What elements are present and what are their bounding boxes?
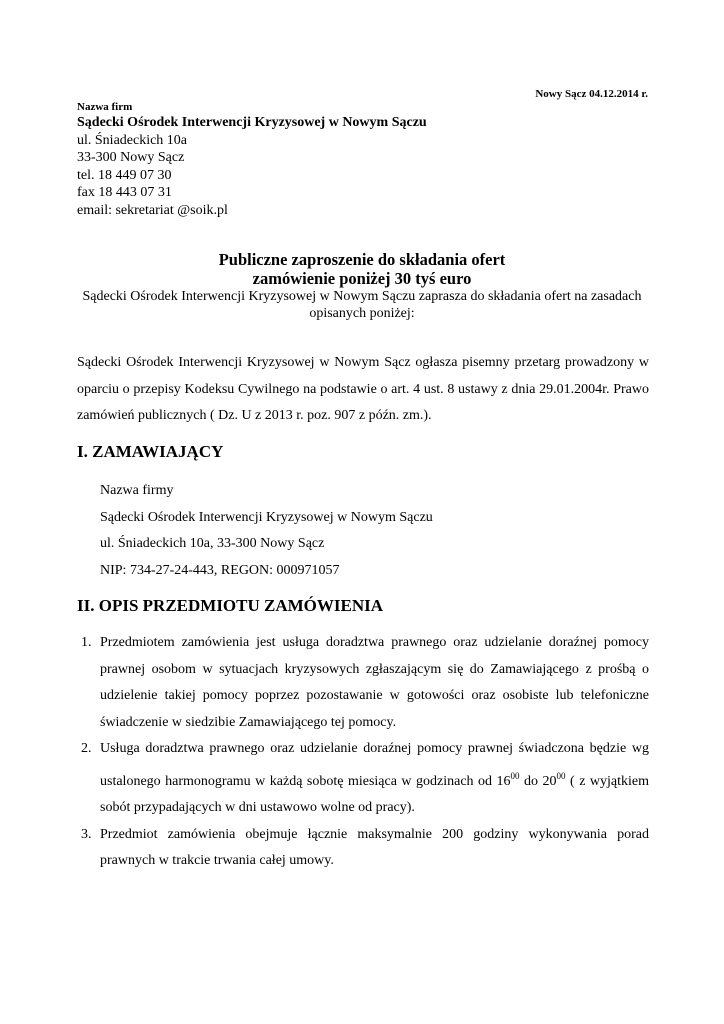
list-item: [77, 822, 649, 875]
section-heading-order-description: II. OPIS PRZEDMIOTU ZAMÓWIENIA: [77, 596, 384, 615]
invitation-title-line2: zamówienie poniżej 30 tyś euro: [252, 269, 472, 288]
invitation-subtitle: Sądecki Ośrodek Interwencji Kryzysowej w Nowym Sączu zaprasza do składania ofert na zasadach opisanych poniżej:: [82, 289, 642, 321]
list-item: [77, 630, 649, 736]
list-item-number: 1.: [81, 635, 92, 650]
authority-nip-regon: NIP: 734-27-24-443, REGON: 000971057: [100, 562, 340, 578]
company-header: [77, 100, 427, 219]
company-city: 33-300 Nowy Sącz: [77, 150, 185, 165]
section-heading-contracting-authority: I. ZAMAWIAJĄCY: [77, 442, 224, 461]
list-item-number: 2.: [81, 741, 92, 756]
company-name: Sądecki Ośrodek Interwencji Kryzysowej w Nowym Sączu: [77, 115, 427, 130]
list-item-text: Usługa doradztwa prawnego oraz udzielanie doraźnej pomocy prawnej świadczona będzie wg ustalonego harmonogramu w każdą sobotę miesiąca w godzinach od 16: [100, 741, 649, 789]
time-superscript: 00: [510, 770, 520, 781]
invitation-title: Publiczne zaproszenie do składania ofert: [218, 250, 506, 269]
list-item-text: Przedmiot zamówienia obejmuje łącznie maksymalnie 200 godziny wykonywania porad prawnych w trakcie trwania całej umowy.: [100, 826, 649, 868]
authority-address: ul. Śniadeckich 10a, 33-300 Nowy Sącz: [100, 536, 325, 551]
authority-label: Nazwa firmy: [100, 483, 174, 498]
order-description-list: [77, 630, 649, 875]
company-phone: tel. 18 449 07 30: [77, 167, 172, 183]
list-item-text: do 20: [519, 773, 557, 789]
authority-name: Sądecki Ośrodek Interwencji Kryzysowej w Nowym Sączu: [100, 509, 433, 525]
list-item-number: 3.: [81, 826, 92, 842]
invitation-title-block: [0, 250, 724, 322]
company-fax: fax 18 443 07 31: [77, 185, 172, 200]
list-item-text: ( z wyjątkiem sobót przypadających w dni ustawowo wolne od pracy).: [100, 773, 649, 815]
intro-paragraph: Sądecki Ośrodek Interwencji Kryzysowej w Nowym Sącz ogłasza pisemny przetarg prowadzony w oparciu o przepisy Kodeksu Cywilnego na podstawie o art. 4 ust. 8 ustawy z dnia 29.01.2004r. Prawo zamówień publicznych ( Dz. U z 2013 r. poz. 907 z późn. zm.).: [77, 355, 649, 423]
company-street: ul. Śniadeckich 10a: [77, 132, 188, 148]
company-label: Nazwa firm: [77, 101, 133, 113]
list-item-text: Przedmiotem zamówienia jest usługa doradztwa prawnego oraz udzielanie doraźnej pomocy prawnej osobom w sytuacjach kryzysowych zgłaszającym się do Zamawiającego z prośbą o udzielenie takiej pomocy poprzez pozostawanie w gotowości oraz osobiste lub telefoniczne świadczenie w siedzibie Zamawiającego tej pomocy.: [100, 635, 649, 730]
company-email: email: sekretariat @soik.pl: [77, 202, 228, 218]
list-item: [77, 736, 649, 822]
time-superscript: 00: [556, 770, 566, 781]
document-date: Nowy Sącz 04.12.2014 r.: [535, 88, 648, 100]
contracting-authority-details: [100, 478, 433, 584]
